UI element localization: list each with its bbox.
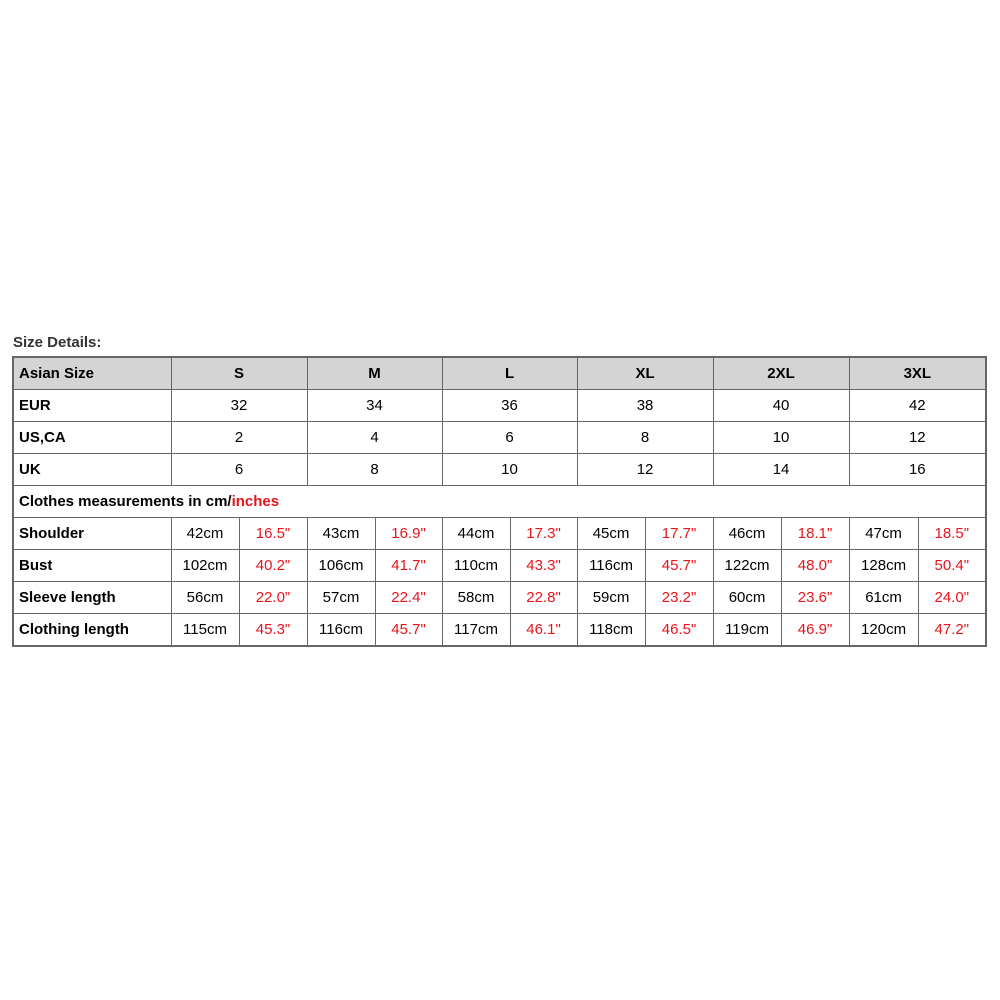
- cm-cell: 116cm: [307, 614, 375, 647]
- inch-cell: 48.0": [781, 550, 849, 582]
- cm-cell: 120cm: [849, 614, 918, 647]
- cm-cell: 44cm: [442, 518, 510, 550]
- table-cell: 10: [442, 454, 577, 486]
- inch-cell: 46.9": [781, 614, 849, 647]
- row-label: UK: [13, 454, 171, 486]
- row-label: Bust: [13, 550, 171, 582]
- size-header-cell: L: [442, 357, 577, 390]
- asian-size-label: Asian Size: [13, 357, 171, 390]
- inch-cell: 23.2": [645, 582, 713, 614]
- table-cell: 42: [849, 390, 986, 422]
- cm-cell: 116cm: [577, 550, 645, 582]
- table-cell: 40: [713, 390, 849, 422]
- table-cell: 2: [171, 422, 307, 454]
- cm-cell: 119cm: [713, 614, 781, 647]
- inch-cell: 45.7": [645, 550, 713, 582]
- size-header-cell: 2XL: [713, 357, 849, 390]
- size-header-cell: S: [171, 357, 307, 390]
- inch-cell: 16.9": [375, 518, 442, 550]
- section-heading-prefix: Clothes measurements in cm/: [19, 493, 232, 510]
- inch-cell: 22.8": [510, 582, 577, 614]
- cm-cell: 45cm: [577, 518, 645, 550]
- cm-cell: 43cm: [307, 518, 375, 550]
- measurements-section-row: [13, 486, 986, 518]
- cm-cell: 57cm: [307, 582, 375, 614]
- size-header-cell: 3XL: [849, 357, 986, 390]
- inch-cell: 22.4": [375, 582, 442, 614]
- measurement-row-clothing-length: [13, 614, 986, 647]
- row-label: EUR: [13, 390, 171, 422]
- section-heading-inches: inches: [231, 493, 280, 510]
- row-label: US,CA: [13, 422, 171, 454]
- size-chart-table: [12, 356, 987, 647]
- table-cell: 8: [307, 454, 442, 486]
- table-cell: 36: [442, 390, 577, 422]
- cm-cell: 61cm: [849, 582, 918, 614]
- inch-cell: 45.7": [375, 614, 442, 647]
- inch-cell: 18.1": [781, 518, 849, 550]
- inch-cell: 22.0": [239, 582, 307, 614]
- table-cell: 12: [577, 454, 713, 486]
- measurement-row-bust: [13, 550, 986, 582]
- inch-cell: 24.0": [918, 582, 986, 614]
- row-label: Clothing length: [13, 614, 171, 647]
- cm-cell: 117cm: [442, 614, 510, 647]
- cm-cell: 58cm: [442, 582, 510, 614]
- table-cell: 12: [849, 422, 986, 454]
- table-cell: 38: [577, 390, 713, 422]
- conversion-row-eur: [13, 390, 986, 422]
- cm-cell: 118cm: [577, 614, 645, 647]
- table-cell: 10: [713, 422, 849, 454]
- conversion-row-us-ca: [13, 422, 986, 454]
- table-cell: 6: [442, 422, 577, 454]
- size-header-row: [13, 357, 986, 390]
- conversion-row-uk: [13, 454, 986, 486]
- inch-cell: 46.5": [645, 614, 713, 647]
- row-label: Sleeve length: [13, 582, 171, 614]
- cm-cell: 106cm: [307, 550, 375, 582]
- table-cell: 4: [307, 422, 442, 454]
- cm-cell: 128cm: [849, 550, 918, 582]
- cm-cell: 46cm: [713, 518, 781, 550]
- size-header-cell: XL: [577, 357, 713, 390]
- cm-cell: 60cm: [713, 582, 781, 614]
- inch-cell: 23.6": [781, 582, 849, 614]
- cm-cell: 42cm: [171, 518, 239, 550]
- inch-cell: 40.2": [239, 550, 307, 582]
- table-cell: 8: [577, 422, 713, 454]
- inch-cell: 18.5": [918, 518, 986, 550]
- inch-cell: 41.7": [375, 550, 442, 582]
- inch-cell: 50.4": [918, 550, 986, 582]
- inch-cell: 46.1": [510, 614, 577, 647]
- inch-cell: 17.7": [645, 518, 713, 550]
- inch-cell: 45.3": [239, 614, 307, 647]
- size-header-cell: M: [307, 357, 442, 390]
- table-cell: 6: [171, 454, 307, 486]
- inch-cell: 17.3": [510, 518, 577, 550]
- cm-cell: 47cm: [849, 518, 918, 550]
- table-cell: 32: [171, 390, 307, 422]
- cm-cell: 102cm: [171, 550, 239, 582]
- measurement-row-sleeve-length: [13, 582, 986, 614]
- inch-cell: 43.3": [510, 550, 577, 582]
- cm-cell: 59cm: [577, 582, 645, 614]
- inch-cell: 16.5": [239, 518, 307, 550]
- table-cell: 16: [849, 454, 986, 486]
- cm-cell: 115cm: [171, 614, 239, 647]
- row-label: Shoulder: [13, 518, 171, 550]
- cm-cell: 122cm: [713, 550, 781, 582]
- table-cell: 34: [307, 390, 442, 422]
- cm-cell: 56cm: [171, 582, 239, 614]
- cm-cell: 110cm: [442, 550, 510, 582]
- table-cell: 14: [713, 454, 849, 486]
- size-details-caption: Size Details:: [13, 334, 102, 351]
- inch-cell: 47.2": [918, 614, 986, 647]
- measurements-section-heading: [13, 486, 986, 518]
- measurement-row-shoulder: [13, 518, 986, 550]
